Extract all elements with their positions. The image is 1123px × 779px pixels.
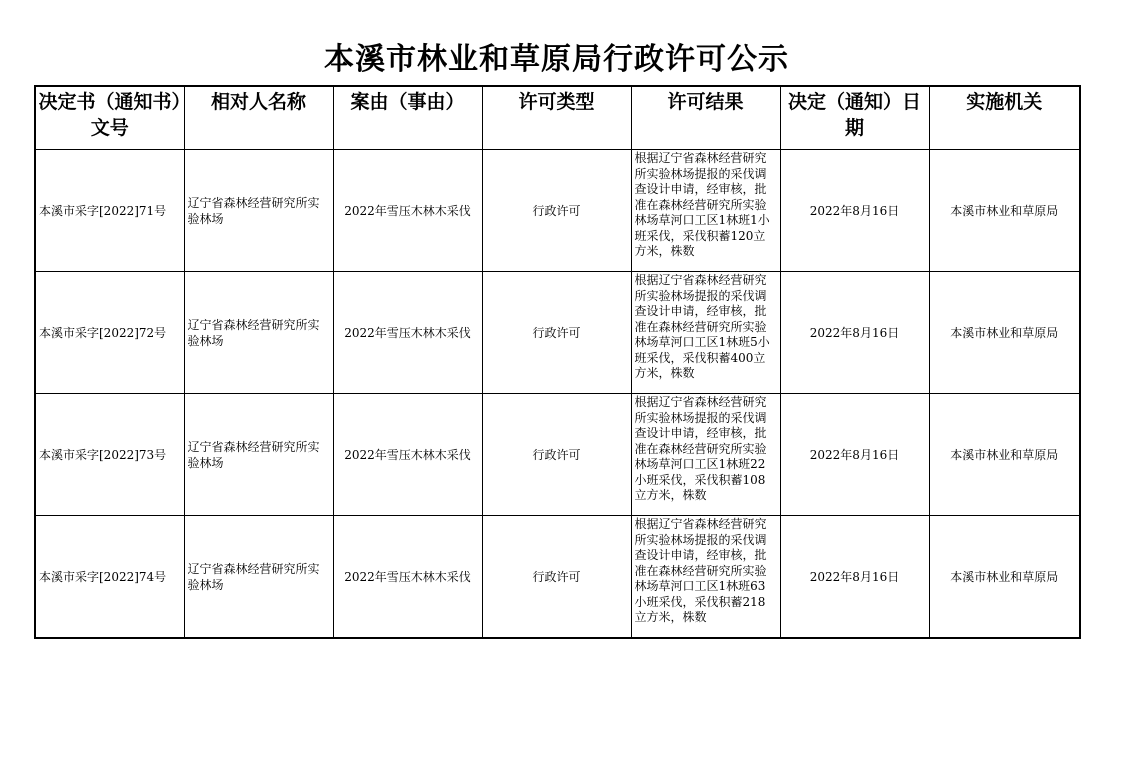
table-row [35, 272, 1080, 394]
header-row [35, 86, 1080, 150]
permit-table [34, 85, 1081, 639]
cell-doc-no: 本溪市采字[2022]74号 [35, 516, 184, 639]
table-row [35, 150, 1080, 272]
cell-cause: 2022年雪压木林木采伐 [333, 394, 482, 516]
col-header-cause: 案由（事由） [333, 86, 482, 150]
cell-party: 辽宁省森林经营研究所实验林场 [184, 394, 333, 516]
cell-type: 行政许可 [482, 272, 631, 394]
cell-date: 2022年8月16日 [780, 150, 929, 272]
cell-doc-no: 本溪市采字[2022]72号 [35, 272, 184, 394]
cell-date: 2022年8月16日 [780, 272, 929, 394]
cell-party: 辽宁省森林经营研究所实验林场 [184, 150, 333, 272]
col-header-doc-no: 决定书（通知书）文号 [35, 86, 184, 150]
cell-party: 辽宁省森林经营研究所实验林场 [184, 272, 333, 394]
cell-doc-no: 本溪市采字[2022]73号 [35, 394, 184, 516]
cell-type: 行政许可 [482, 394, 631, 516]
cell-result [631, 150, 780, 272]
col-header-result: 许可结果 [631, 86, 780, 150]
cell-agency: 本溪市林业和草原局 [929, 516, 1080, 639]
col-header-party: 相对人名称 [184, 86, 333, 150]
page-title: 本溪市林业和草原局行政许可公示 [324, 42, 789, 77]
cell-party: 辽宁省森林经营研究所实验林场 [184, 516, 333, 639]
cell-agency: 本溪市林业和草原局 [929, 272, 1080, 394]
col-header-type: 许可类型 [482, 86, 631, 150]
result-text: 根据辽宁省森林经营研究所实验林场提报的采伐调查设计申请，经审核，批准在森林经营研究所实验林场草河口工区1林班22小班采伐，采伐积蓄108立方米，株数 [634, 395, 767, 502]
result-text: 根据辽宁省森林经营研究所实验林场提报的采伐调查设计申请，经审核，批准在森林经营研究所实验林场草河口工区1林班63小班采伐，采伐积蓄218立方米，株数 [634, 517, 767, 624]
cell-type: 行政许可 [482, 516, 631, 639]
cell-cause: 2022年雪压木林木采伐 [333, 150, 482, 272]
cell-agency: 本溪市林业和草原局 [929, 150, 1080, 272]
cell-cause: 2022年雪压木林木采伐 [333, 272, 482, 394]
col-header-date: 决定（通知）日期 [780, 86, 929, 150]
col-header-agency: 实施机关 [929, 86, 1080, 150]
cell-doc-no: 本溪市采字[2022]71号 [35, 150, 184, 272]
result-text: 根据辽宁省森林经营研究所实验林场提报的采伐调查设计申请，经审核，批准在森林经营研究所实验林场草河口工区1林班1小班采伐，采伐积蓄120立方米，株数 [634, 151, 770, 258]
table-row [35, 516, 1080, 639]
cell-date: 2022年8月16日 [780, 394, 929, 516]
cell-result [631, 272, 780, 394]
result-text: 根据辽宁省森林经营研究所实验林场提报的采伐调查设计申请，经审核，批准在森林经营研究所实验林场草河口工区1林班5小班采伐，采伐积蓄400立方米，株数 [634, 273, 770, 380]
cell-type: 行政许可 [482, 150, 631, 272]
cell-result [631, 394, 780, 516]
cell-result [631, 516, 780, 639]
cell-date: 2022年8月16日 [780, 516, 929, 639]
cell-agency: 本溪市林业和草原局 [929, 394, 1080, 516]
cell-cause: 2022年雪压木林木采伐 [333, 516, 482, 639]
table-row [35, 394, 1080, 516]
